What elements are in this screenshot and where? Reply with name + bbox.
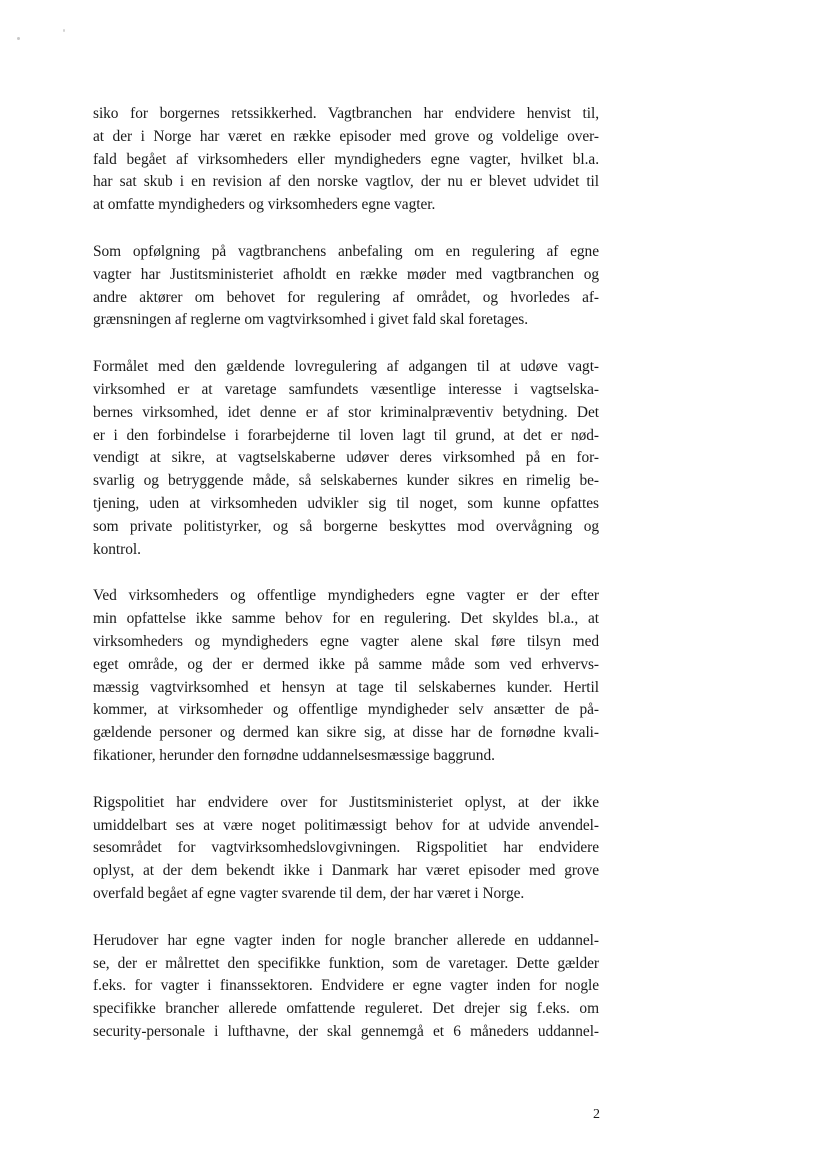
- text-line: overfald begået af egne vagter svarende til dem, der har været i Norge.: [93, 884, 525, 902]
- text-line: Som opfølgning på vagtbranchens anbefaling om en regulering af egne: [93, 242, 599, 260]
- paragraph: [93, 241, 599, 332]
- text-line: vendigt at sikre, at vagtselskaberne udøver deres virksomhed på en for-: [93, 449, 599, 467]
- text-line: svarlig og betryggende måde, så selskabernes kunder sikres en rimelig be-: [93, 472, 599, 490]
- paragraph: [93, 792, 599, 906]
- text-line: som private politistyrker, og så borgerne beskyttes mod overvågning og: [93, 517, 599, 535]
- text-line: umiddelbart ses at være noget politimæssigt behov for at udvide anvendel-: [93, 816, 599, 834]
- text-line: security-personale i lufthavne, der skal gennemgå et 6 måneders uddannel-: [93, 1022, 599, 1040]
- text-line: at der i Norge har været en række episoder med grove og voldelige over-: [93, 127, 599, 145]
- text-line: eget område, og der er dermed ikke på samme måde som ved erhvervs-: [93, 655, 599, 673]
- text-line: er i den forbindelse i forarbejderne til loven lagt til grund, at det er nød-: [93, 426, 599, 444]
- text-line: mæssig vagtvirksomhed et hensyn at tage til selskabernes kunder. Hertil: [93, 678, 599, 696]
- paragraph: [93, 103, 599, 217]
- text-line: fald begået af virksomheders eller myndigheders egne vagter, hvilket bl.a.: [93, 150, 599, 168]
- text-line: Formålet med den gældende lovregulering af adgangen til at udøve vagt-: [93, 358, 599, 376]
- text-line: bernes virksomhed, idet denne er af stor kriminalpræventiv betydning. Det: [93, 403, 599, 421]
- text-line: tjening, uden at virksomheden udvikler sig til noget, som kunne opfattes: [93, 494, 599, 512]
- text-line: min opfattelse ikke samme behov for en regulering. Det skyldes bl.a., at: [93, 610, 599, 628]
- paragraph: [93, 356, 599, 561]
- text-line: oplyst, at der dem bekendt ikke i Danmark har været episoder med grove: [93, 862, 599, 880]
- text-line: at omfatte myndigheders og virksomheders egne vagter.: [93, 196, 436, 214]
- text-line: siko for borgernes retssikkerhed. Vagtbranchen har endvidere henvist til,: [93, 105, 599, 122]
- paragraph: [93, 930, 599, 1044]
- text-line: fikationer, herunder den fornødne uddannelsesmæssige baggrund.: [93, 746, 495, 764]
- text-line: specifikke brancher allerede omfattende reguleret. Det drejer sig f.eks. om: [93, 1000, 599, 1018]
- text-line: Ved virksomheders og offentlige myndigheders egne vagter er der efter: [93, 587, 599, 605]
- text-line: har sat skub i en revision af den norske vagtlov, der nu er blevet udvidet til: [93, 173, 599, 191]
- text-line: gældende personer og dermed kan sikre sig, at disse har de fornødne kvali-: [93, 724, 599, 742]
- text-line: se, der er målrettet den specifikke funktion, som de varetager. Dette gælder: [93, 954, 599, 972]
- text-line: kontrol.: [93, 540, 141, 558]
- text-line: grænsningen af reglerne om vagtvirksomhed i givet fald skal foretages.: [93, 311, 529, 329]
- text-line: kommer, at virksomheder og offentlige myndigheder selv ansætter de på-: [93, 701, 599, 719]
- text-line: vagter har Justitsministeriet afholdt en række møder med vagtbranchen og: [93, 265, 599, 283]
- scan-speck: [17, 37, 20, 40]
- document-body: [93, 103, 599, 1068]
- text-line: Rigspolitiet har endvidere over for Justitsministeriet oplyst, at der ikke: [93, 793, 599, 811]
- scan-speck: [63, 29, 65, 32]
- text-line: Herudover har egne vagter inden for nogle brancher allerede en uddannel-: [93, 931, 599, 949]
- page-number: 2: [593, 1107, 600, 1122]
- paragraph: [93, 585, 599, 767]
- text-line: virksomhed er at varetage samfundets væsentlige interesse i vagtselska-: [93, 380, 599, 398]
- text-line: sesområdet for vagtvirksomhedslovgivningen. Rigspolitiet har endvidere: [93, 839, 599, 857]
- text-line: virksomheders og myndigheders egne vagter alene skal føre tilsyn med: [93, 632, 599, 650]
- text-line: f.eks. for vagter i finanssektoren. Endvidere er egne vagter inden for nogle: [93, 977, 599, 995]
- text-line: andre aktører om behovet for regulering af området, og hvorledes af-: [93, 288, 599, 306]
